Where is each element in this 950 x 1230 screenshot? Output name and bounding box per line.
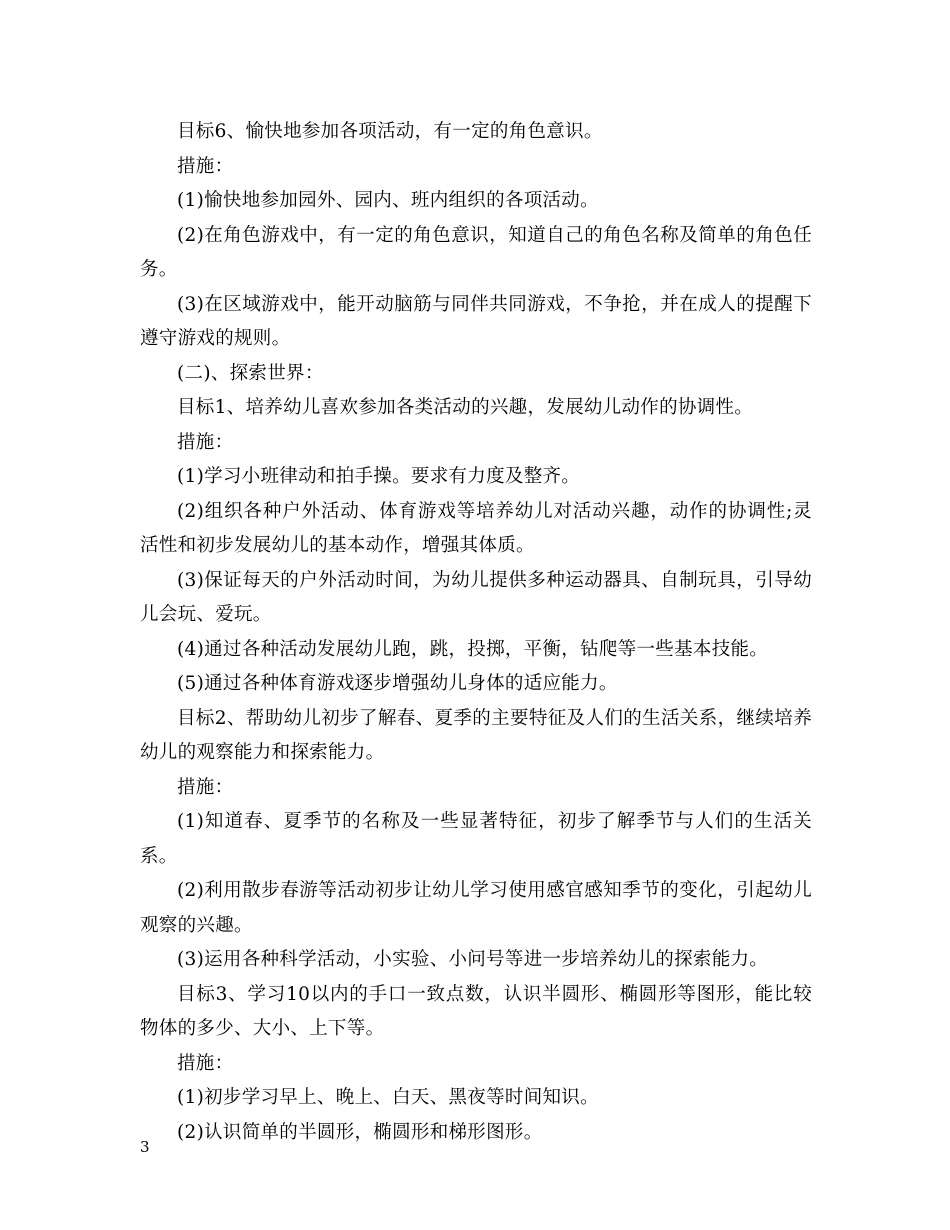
paragraph: (4)通过各种活动发展幼儿跑，跳，投掷，平衡，钻爬等一些基本技能。 [177,638,769,660]
paragraph: 措施： [177,155,234,177]
section-heading: (二)、探索世界： [177,362,324,384]
page-number: 3 [140,1138,150,1156]
paragraph: (1)初步学习早上、晚上、白天、黑夜等时间知识。 [177,1087,599,1108]
paragraph: (3)运用各种科学活动，小实验、小问号等进一步培养幼儿的探索能力。 [177,949,769,970]
paragraph: (1)愉快地参加园外、园内、班内组织的各项活动。 [177,190,599,211]
paragraph: (1)学习小班律动和拍手操。要求有力度及整齐。 [177,466,581,487]
paragraph: (2)组织各种户外活动、体育游戏等培养幼儿对活动兴趣，动作的协调性;灵活性和初步发展幼儿的基本动作，增强其体质。 [140,500,812,556]
paragraph: 措施： [177,776,234,798]
paragraph: (5)通过各种体育游戏逐步增强幼儿身体的适应能力。 [177,673,618,694]
paragraph: 目标3、学习10以内的手口一致点数，认识半圆形、椭圆形等图形，能比较物体的多少、大小、上下等。 [140,983,812,1039]
document-body [140,115,812,1150]
paragraph: 措施： [177,431,234,453]
paragraph: (2)认识简单的半圆形，椭圆形和梯形图形。 [177,1121,543,1143]
paragraph: 目标2、帮助幼儿初步了解春、夏季的主要特征及人们的生活关系，继续培养幼儿的观察能力和探索能力。 [140,707,812,763]
paragraph: (2)在角色游戏中，有一定的角色意识，知道自己的角色名称及简单的角色任务。 [140,224,812,280]
paragraph: (2)利用散步春游等活动初步让幼儿学习使用感官感知季节的变化，引起幼儿观察的兴趣。 [140,880,812,936]
paragraph: 措施： [177,1052,234,1074]
paragraph: 目标1、培养幼儿喜欢参加各类活动的兴趣，发展幼儿动作的协调性。 [177,397,754,418]
paragraph: (3)保证每天的户外活动时间，为幼儿提供多种运动器具、自制玩具，引导幼儿会玩、爱玩。 [140,569,812,625]
paragraph: 目标6、愉快地参加各项活动，有一定的角色意识。 [177,121,603,142]
paragraph: (1)知道春、夏季节的名称及一些显著特征，初步了解季节与人们的生活关系。 [140,811,812,867]
paragraph: (3)在区域游戏中，能开动脑筋与同伴共同游戏，不争抢，并在成人的提醒下遵守游戏的规则。 [140,293,812,349]
